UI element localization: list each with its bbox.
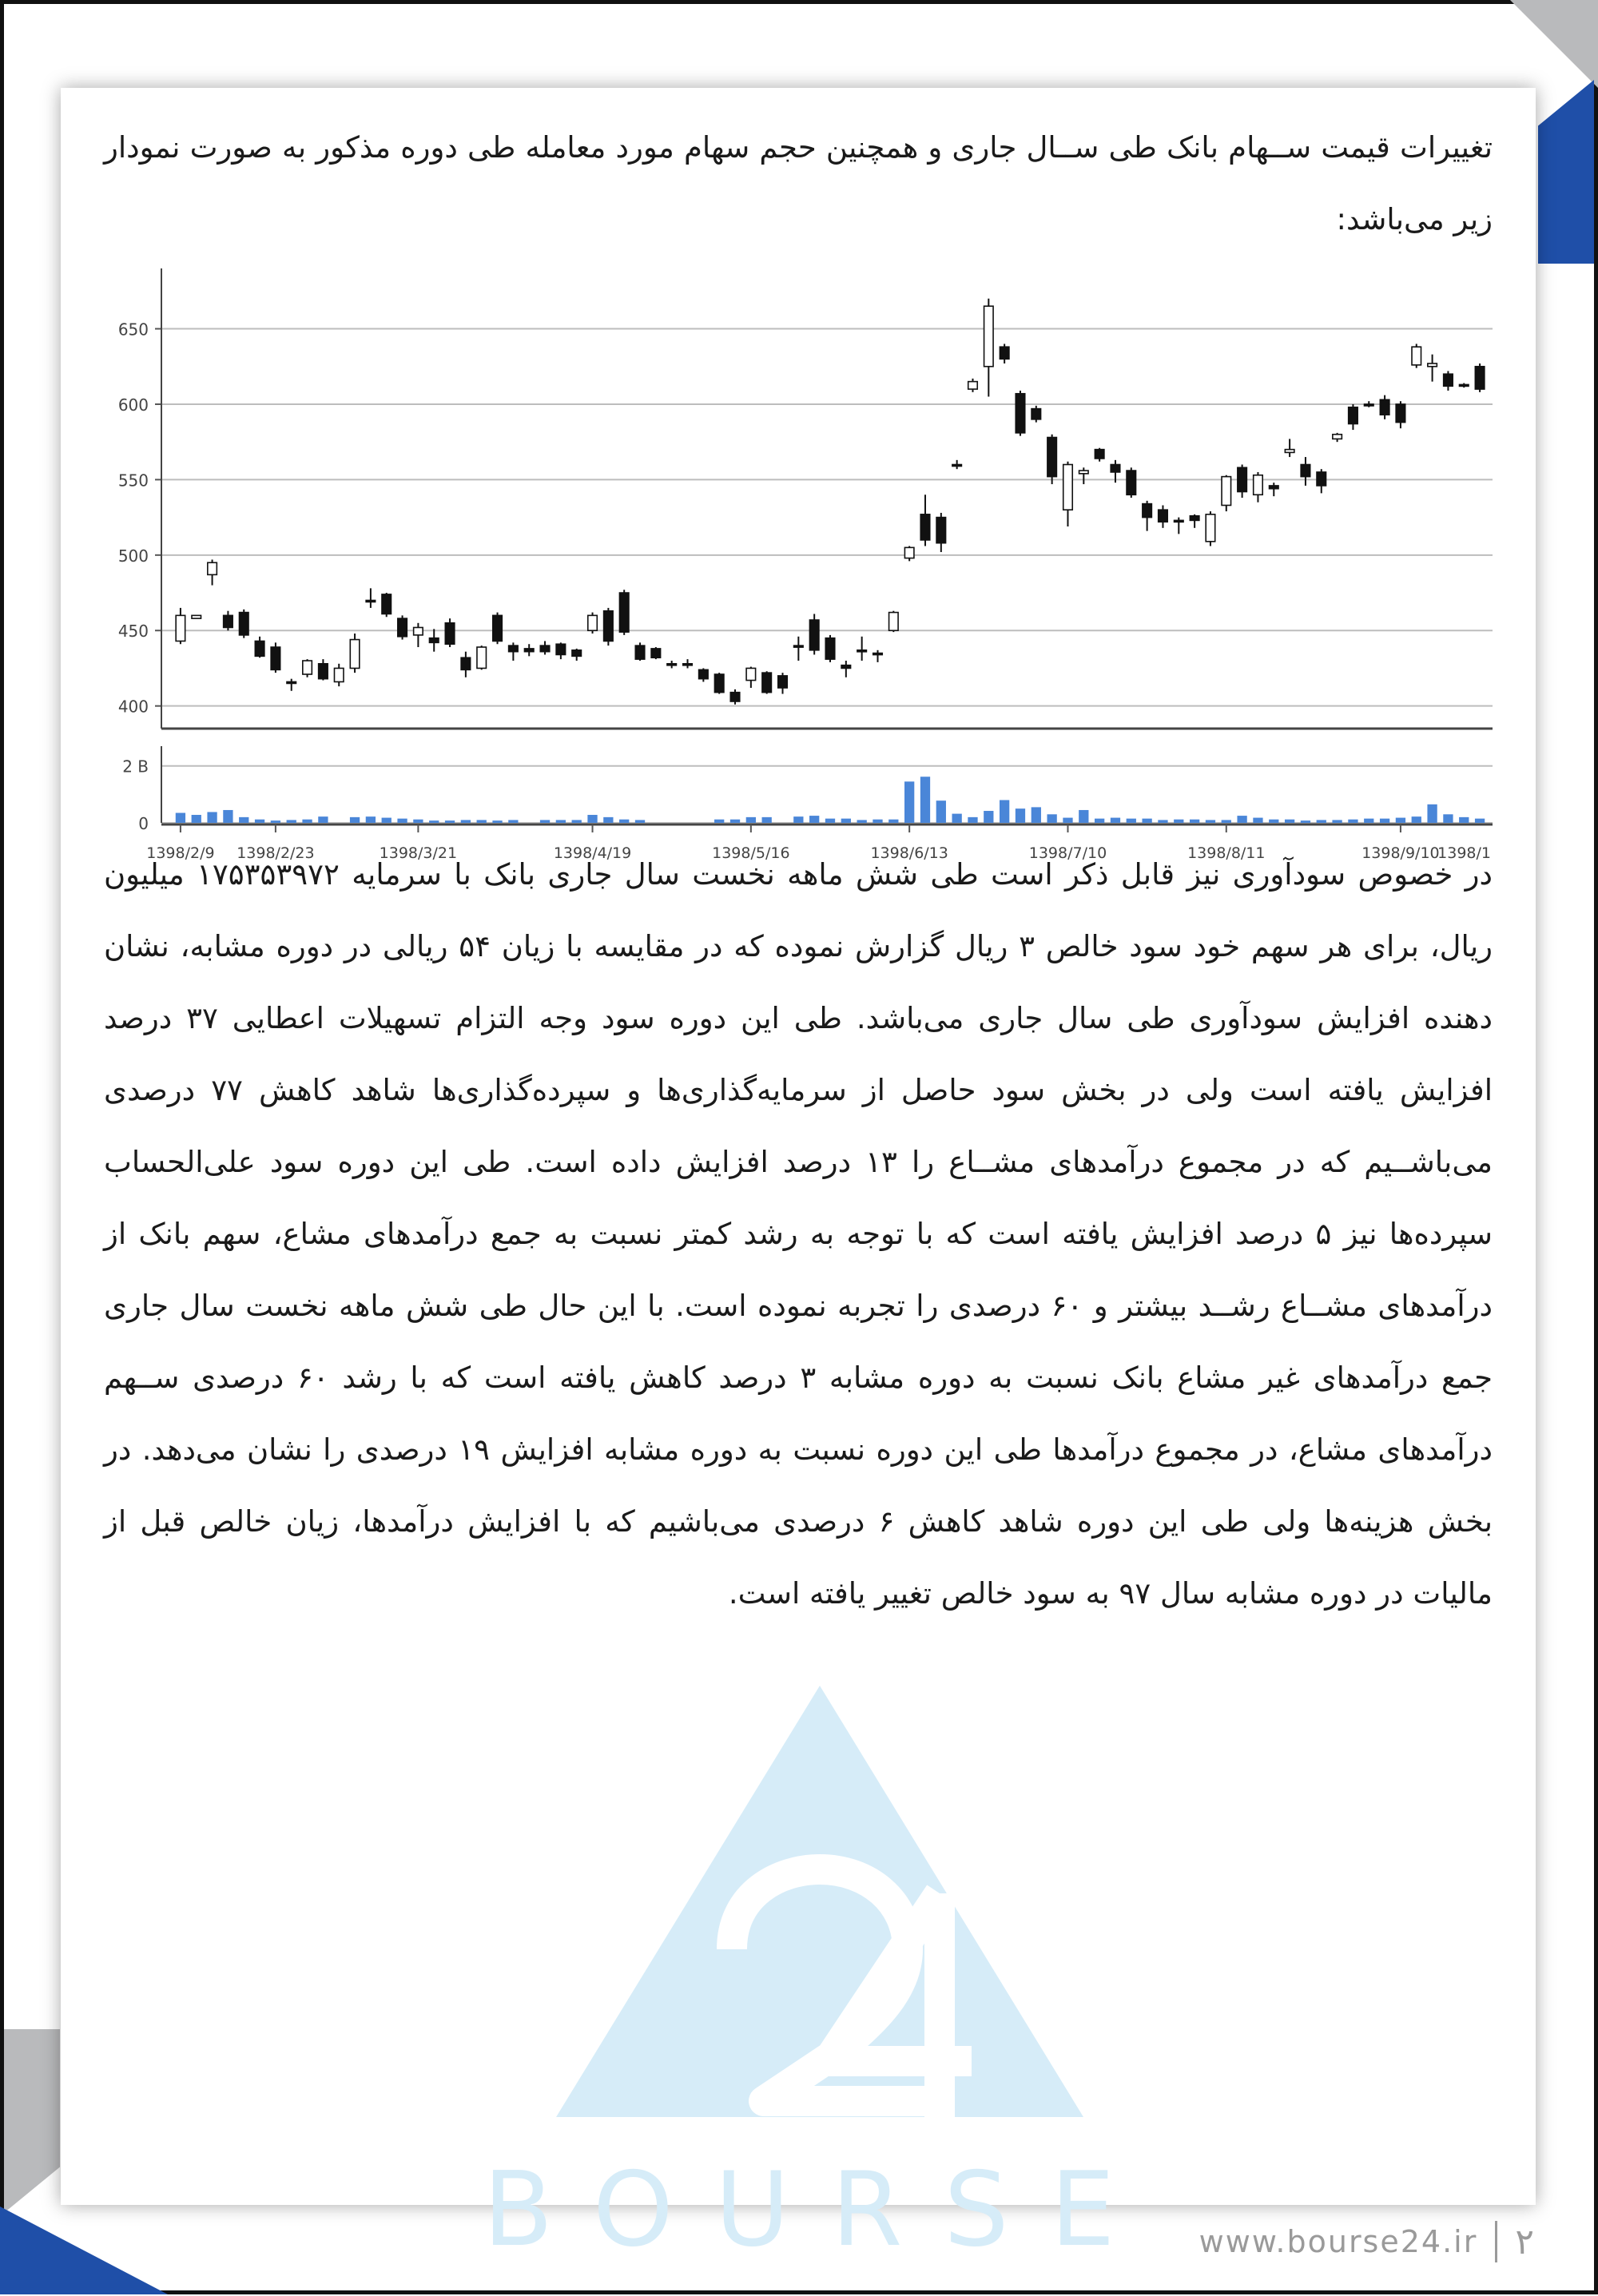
candle-body bbox=[730, 693, 740, 701]
candle-body bbox=[746, 668, 756, 680]
volume-bar bbox=[1032, 807, 1041, 823]
volume-bar bbox=[841, 819, 851, 823]
candle-body bbox=[1428, 363, 1437, 367]
volume-bar bbox=[192, 815, 201, 823]
candle-body bbox=[699, 669, 709, 678]
volume-bar bbox=[1301, 820, 1310, 823]
candle-body bbox=[1301, 465, 1310, 477]
candle-body bbox=[1238, 467, 1247, 491]
candle-body bbox=[1254, 475, 1263, 495]
volume-bar bbox=[429, 820, 439, 823]
date-tick-label: 1398/5/16 bbox=[712, 844, 790, 862]
volume-bar bbox=[1000, 800, 1009, 823]
date-tick-label: 1398/2/23 bbox=[237, 844, 315, 862]
candle-body bbox=[588, 615, 598, 630]
candle-body bbox=[778, 676, 788, 688]
volume-bar bbox=[1348, 820, 1358, 823]
candle-body bbox=[414, 627, 423, 634]
candle-body bbox=[762, 673, 772, 693]
candle-body bbox=[1143, 504, 1152, 518]
volume-bar bbox=[397, 819, 407, 823]
candle-body bbox=[366, 600, 376, 602]
price-tick-label: 650 bbox=[117, 320, 149, 340]
volume-bar bbox=[762, 817, 772, 823]
corner-decoration-bottom-blue bbox=[0, 2207, 168, 2294]
page-number: ۲ bbox=[1515, 2221, 1534, 2262]
date-tick-label: 1398/2/9 bbox=[146, 844, 215, 862]
candle-body bbox=[493, 615, 503, 641]
candle-body bbox=[1079, 471, 1089, 474]
candle-body bbox=[1032, 409, 1041, 419]
volume-bar bbox=[366, 816, 376, 823]
volume-bar bbox=[1380, 819, 1389, 823]
volume-bar bbox=[1269, 820, 1278, 823]
candle-body bbox=[271, 647, 280, 669]
volume-bar bbox=[746, 817, 756, 823]
candle-body bbox=[445, 623, 455, 644]
price-tick-label: 450 bbox=[117, 622, 149, 642]
footer-divider bbox=[1495, 2221, 1497, 2262]
candle-body bbox=[635, 646, 645, 659]
candle-body bbox=[619, 593, 629, 632]
watermark-logo bbox=[492, 1686, 1147, 2293]
volume-bar bbox=[1111, 818, 1120, 823]
candle-body bbox=[509, 646, 519, 652]
candle-body bbox=[239, 613, 248, 635]
candle-body bbox=[889, 613, 899, 631]
volume-tick-label: 0 bbox=[138, 814, 149, 833]
volume-bar bbox=[413, 820, 423, 823]
watermark-word: BOURSE bbox=[492, 2151, 1147, 2270]
candle-body bbox=[1063, 465, 1073, 510]
volume-bar bbox=[255, 820, 264, 823]
volume-bar bbox=[888, 820, 898, 823]
volume-bar bbox=[936, 800, 946, 823]
volume-bar bbox=[287, 820, 296, 823]
candle-body bbox=[1396, 404, 1405, 423]
body-paragraph: در خصوص سودآوری نیز قابل ذکر است طی شش ماهه نخست سال جاری بانک با سرمایه ۱۷۵۳۵۳۹۷۲ میلیون ریال، برای هر سهم خود سود خالص ۳ ریال گزارش نموده که در مقایسه با زیان ۵۴ ریالی در دوره مشابه، نشان دهنده افزایش سودآوری طی سال جاری می‌باشد. طی این دوره سود وجه التزام تسهیلات اعطایی ۳۷ درصد افزایش یافته است ولی در بخش سود حاصل از سرمایه‌گذاری‌ها و سپرده‌گذاری‌ها شاهد کاهش ۷۷ درصدی می‌باشــیم که در مجموع درآمدهای مشــاع را ۱۳ درصد افزایش داده است. طی این دوره سود علی‌الحساب سپرده‌ها نیز ۵ درصد افزایش یافته است که با توجه به رشد کمتر نسبت به جمع درآمدهای مشاع، سهم بانک از درآمدهای مشــاع رشــد بیشتر و ۶۰ درصدی را تجربه نموده است. با این حال طی شش ماهه نخست سال جاری جمع درآمدهای غیر مشاع بانک نسبت به دوره مشابه ۳ درصد کاهش یافته است که با رشد ۶۰ درصدی ســهم درآمدهای مشاع، در مجموع درآمدها طی این دوره نسبت به دوره مشابه افزایش ۱۹ درصدی را نشان می‌دهد. در بخش هزینه‌ها ولی طی این دوره شاهد کاهش ۶ درصدی می‌باشیم که با افزایش درآمدها، زیان خالص قبل از مالیات در دوره مشابه سال ۹۷ به سود خالص تغییر یافته است. bbox=[104, 857, 1493, 1611]
candle-body bbox=[1127, 471, 1136, 495]
candle-body bbox=[920, 514, 930, 540]
volume-bar bbox=[1253, 818, 1262, 823]
candle-body bbox=[556, 644, 566, 654]
volume-bar bbox=[1317, 820, 1326, 823]
date-tick-label: 1398/8/11 bbox=[1187, 844, 1266, 862]
candle-body bbox=[1222, 477, 1231, 506]
candle-body bbox=[1412, 347, 1421, 365]
volume-bar bbox=[1016, 808, 1025, 823]
volume-bar bbox=[556, 820, 566, 823]
volume-bar bbox=[1158, 820, 1167, 823]
volume-bar bbox=[1475, 819, 1485, 823]
volume-bar bbox=[904, 781, 914, 823]
volume-bar bbox=[1190, 820, 1199, 823]
date-tick-label: 1398/7/10 bbox=[1028, 844, 1107, 862]
page-footer bbox=[1199, 2219, 1534, 2264]
date-tick-label: 1398/4/19 bbox=[553, 844, 632, 862]
volume-bar bbox=[603, 817, 613, 823]
candle-body bbox=[952, 465, 962, 467]
volume-bar bbox=[207, 812, 217, 823]
candle-body bbox=[794, 646, 804, 647]
volume-bar bbox=[223, 810, 233, 823]
volume-bar bbox=[825, 819, 835, 823]
candle-body bbox=[936, 518, 946, 543]
candle-body bbox=[398, 618, 407, 637]
candle-body bbox=[1285, 450, 1294, 453]
candle-body bbox=[303, 661, 312, 674]
candle-body bbox=[873, 653, 883, 655]
candle-body bbox=[1000, 347, 1009, 359]
candle-body bbox=[255, 641, 264, 656]
volume-bar bbox=[1396, 818, 1405, 823]
volume-bar bbox=[572, 820, 582, 823]
volume-bar bbox=[1459, 817, 1469, 823]
price-tick-label: 500 bbox=[117, 546, 149, 566]
candle-body bbox=[714, 674, 724, 693]
volume-bar bbox=[730, 820, 740, 823]
date-tick-label: 1398/9/10 bbox=[1361, 844, 1440, 862]
volume-bar bbox=[1206, 820, 1215, 823]
candle-body bbox=[1317, 472, 1326, 486]
candle-body bbox=[1206, 514, 1215, 542]
volume-bar bbox=[952, 814, 962, 823]
candle-body bbox=[1047, 438, 1057, 477]
volume-bar bbox=[857, 820, 867, 823]
volume-bar bbox=[508, 820, 518, 823]
volume-bar bbox=[271, 820, 280, 823]
price-tick-label: 400 bbox=[117, 697, 149, 717]
price-tick-label: 600 bbox=[117, 395, 149, 415]
volume-bar bbox=[1127, 819, 1136, 823]
candle-body bbox=[1016, 394, 1025, 433]
volume-bar bbox=[477, 820, 487, 823]
candle-body bbox=[1270, 486, 1279, 489]
volume-bar bbox=[492, 820, 502, 823]
candle-body bbox=[667, 664, 677, 665]
volume-bar bbox=[920, 777, 930, 823]
volume-bar bbox=[1427, 804, 1437, 823]
volume-bar bbox=[176, 813, 185, 823]
candle-body bbox=[683, 664, 693, 665]
volume-bar bbox=[318, 816, 328, 823]
candle-body bbox=[1475, 367, 1485, 389]
candle-body bbox=[984, 306, 994, 367]
candle-body bbox=[572, 650, 582, 657]
candle-body bbox=[1365, 404, 1374, 406]
price-tick-label: 550 bbox=[117, 471, 149, 491]
volume-bar bbox=[587, 815, 597, 823]
candle-body bbox=[604, 611, 614, 642]
candle-body bbox=[540, 646, 550, 652]
volume-bar bbox=[714, 820, 724, 823]
volume-bar bbox=[1095, 819, 1104, 823]
candle-body bbox=[841, 665, 851, 669]
volume-bar bbox=[445, 820, 455, 823]
candle-body bbox=[651, 649, 661, 657]
volume-bar bbox=[350, 817, 360, 823]
candle-body bbox=[1175, 520, 1184, 522]
volume-bar bbox=[1063, 818, 1072, 823]
candle-body bbox=[334, 668, 344, 681]
intro-paragraph: تغییرات قیمت ســهام بانک طی ســال جاری و همچنین حجم سهام مورد معامله طی دوره مذکور به صورت نمودار زیر می‌باشد: bbox=[104, 130, 1493, 236]
date-tick-label: 1398/3/21 bbox=[379, 844, 458, 862]
stock-chart-svg bbox=[104, 264, 1493, 879]
candle-body bbox=[857, 650, 867, 652]
volume-bar bbox=[984, 811, 993, 823]
volume-bar bbox=[1443, 814, 1453, 823]
volume-bar bbox=[382, 818, 392, 823]
volume-bar bbox=[540, 820, 550, 823]
candle-body bbox=[825, 638, 835, 659]
volume-bar bbox=[1174, 820, 1183, 823]
candle-body bbox=[350, 640, 360, 669]
candle-body bbox=[208, 562, 217, 574]
candle-body bbox=[1111, 465, 1120, 472]
candle-body bbox=[382, 594, 392, 614]
candle-body bbox=[1349, 407, 1358, 424]
date-tick-label: 1398/1 bbox=[1437, 844, 1491, 862]
volume-bar bbox=[1047, 814, 1056, 823]
stock-chart bbox=[104, 264, 1493, 879]
volume-bar bbox=[793, 816, 803, 823]
candle-body bbox=[192, 615, 201, 618]
volume-bar bbox=[635, 820, 645, 823]
candle-body bbox=[1159, 510, 1168, 522]
volume-tick-label: 2 B bbox=[122, 757, 149, 777]
candle-body bbox=[319, 664, 328, 679]
volume-bar bbox=[239, 817, 248, 823]
candle-body bbox=[524, 649, 534, 652]
candle-body bbox=[224, 615, 233, 627]
candle-body bbox=[904, 547, 914, 558]
candle-body bbox=[429, 638, 439, 643]
volume-bar bbox=[1079, 810, 1088, 823]
corner-decoration-top-gray bbox=[1510, 0, 1598, 88]
volume-bar bbox=[461, 820, 471, 823]
candle-body bbox=[1380, 399, 1389, 415]
candle-body bbox=[1190, 516, 1199, 521]
volume-bar bbox=[809, 816, 819, 823]
volume-bar bbox=[968, 817, 977, 823]
volume-bar bbox=[1222, 820, 1231, 823]
volume-bar bbox=[1237, 816, 1246, 823]
volume-bar bbox=[873, 820, 882, 823]
volume-bar bbox=[1332, 820, 1342, 823]
candle-body bbox=[461, 657, 471, 669]
candle-body bbox=[477, 647, 487, 668]
volume-bar bbox=[619, 820, 629, 823]
candle-body bbox=[1333, 435, 1342, 439]
candle-body bbox=[1444, 374, 1453, 386]
candle-body bbox=[287, 681, 296, 683]
volume-bar bbox=[1285, 820, 1294, 823]
candle-body bbox=[1095, 450, 1104, 459]
volume-bar bbox=[1364, 819, 1373, 823]
volume-bar bbox=[1142, 819, 1151, 823]
candle-body bbox=[809, 620, 819, 650]
candle-body bbox=[176, 615, 185, 641]
date-tick-label: 1398/6/13 bbox=[870, 844, 948, 862]
candle-body bbox=[968, 382, 978, 389]
volume-bar bbox=[302, 820, 312, 823]
footer-website-link[interactable]: www.bourse24.ir bbox=[1198, 2224, 1478, 2259]
candle-body bbox=[1460, 384, 1469, 386]
volume-bar bbox=[1412, 816, 1421, 823]
